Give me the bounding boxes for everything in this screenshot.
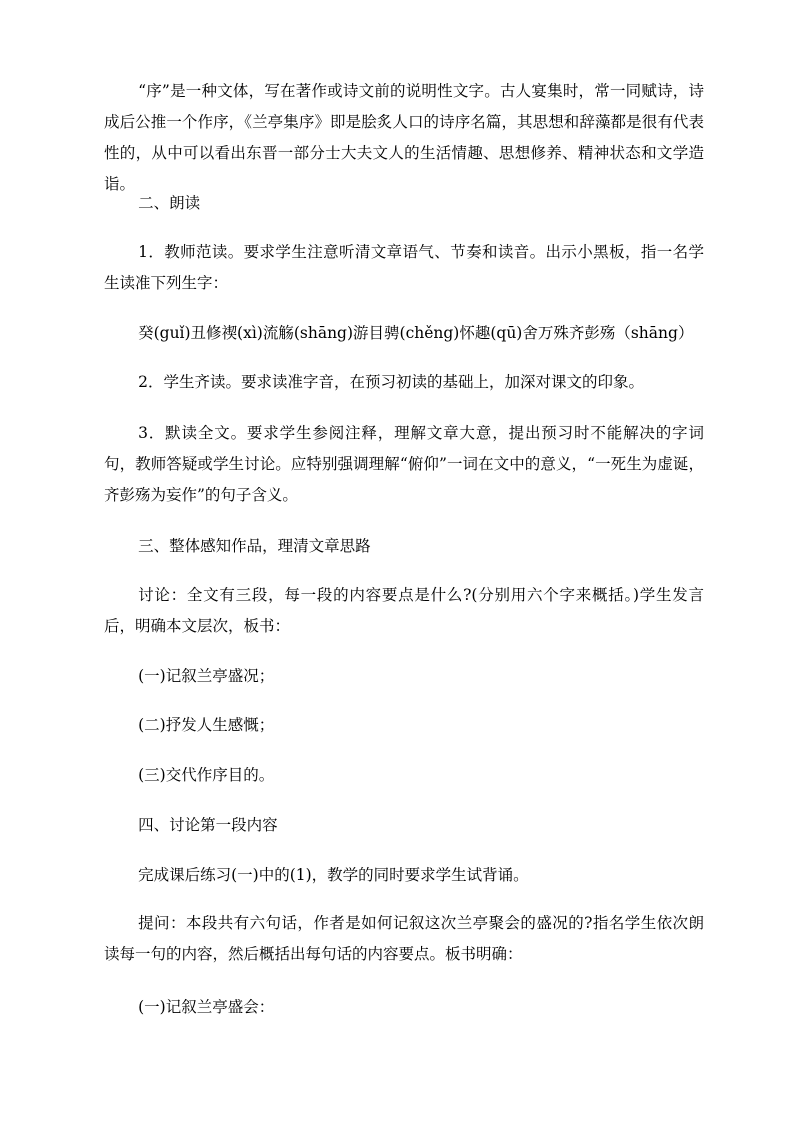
outline-subheading: (一)记叙兰亭盛会：: [138, 998, 275, 1016]
reading-step-3: 3．默读全文。要求学生参阅注释，理解文章大意，提出预习时不能解决的字词句，教师答疑或学生讨论。应特别强调理解“俯仰”一词在文中的意义，“一死生为虚诞，齐彭殇为妄作”的句子含义。: [104, 424, 704, 504]
section-heading-discussion: 四、讨论第一段内容: [138, 816, 278, 834]
question-paragraph: 提问：本段共有六句话，作者是如何记叙这次兰亭聚会的盛况的?指名学生依次朗读每一句的内容，然后概括出每句话的内容要点。板书明确：: [104, 914, 704, 963]
outline-item-3: (三)交代作序目的。: [138, 766, 275, 784]
exercise-paragraph: 完成课后练习(一)中的(1)，教学的同时要求学生试背诵。: [138, 866, 529, 884]
discussion-paragraph: 讨论：全文有三段，每一段的内容要点是什么?(分别用六个字来概括。)学生发言后，明确本文层次，板书：: [104, 586, 704, 635]
reading-step-2: 2．学生齐读。要求读准字音，在预习初读的基础上，加深对课文的印象。: [138, 373, 644, 391]
reading-step-1: 1．教师范读。要求学生注意听清文章语气、节奏和读音。出示小黑板，指一名学生读准下列生字：: [104, 243, 704, 292]
outline-item-1: (一)记叙兰亭盛况；: [138, 667, 275, 685]
outline-item-2: (二)抒发人生感慨；: [138, 716, 275, 734]
section-heading-reading: 二、朗读: [138, 194, 201, 212]
section-heading-overview: 三、整体感知作品，理清文章思路: [138, 537, 371, 555]
intro-paragraph: “序”是一种文体，写在著作或诗文前的说明性文字。古人宴集时，常一同赋诗，诗成后公推一个作序，《兰亭集序》即是脍炙人口的诗序名篇，其思想和辞藻都是很有代表性的，从中可以看出东晋一部分士大夫文人的生活情趣、思想修养、精神状态和文学造诣。: [104, 82, 704, 193]
vocabulary-list: 癸(guǐ)丑修禊(xì)流觞(shāng)游目骋(chěng)怀趣(qū)舍万殊齐彭殇（shāng）: [138, 324, 694, 342]
